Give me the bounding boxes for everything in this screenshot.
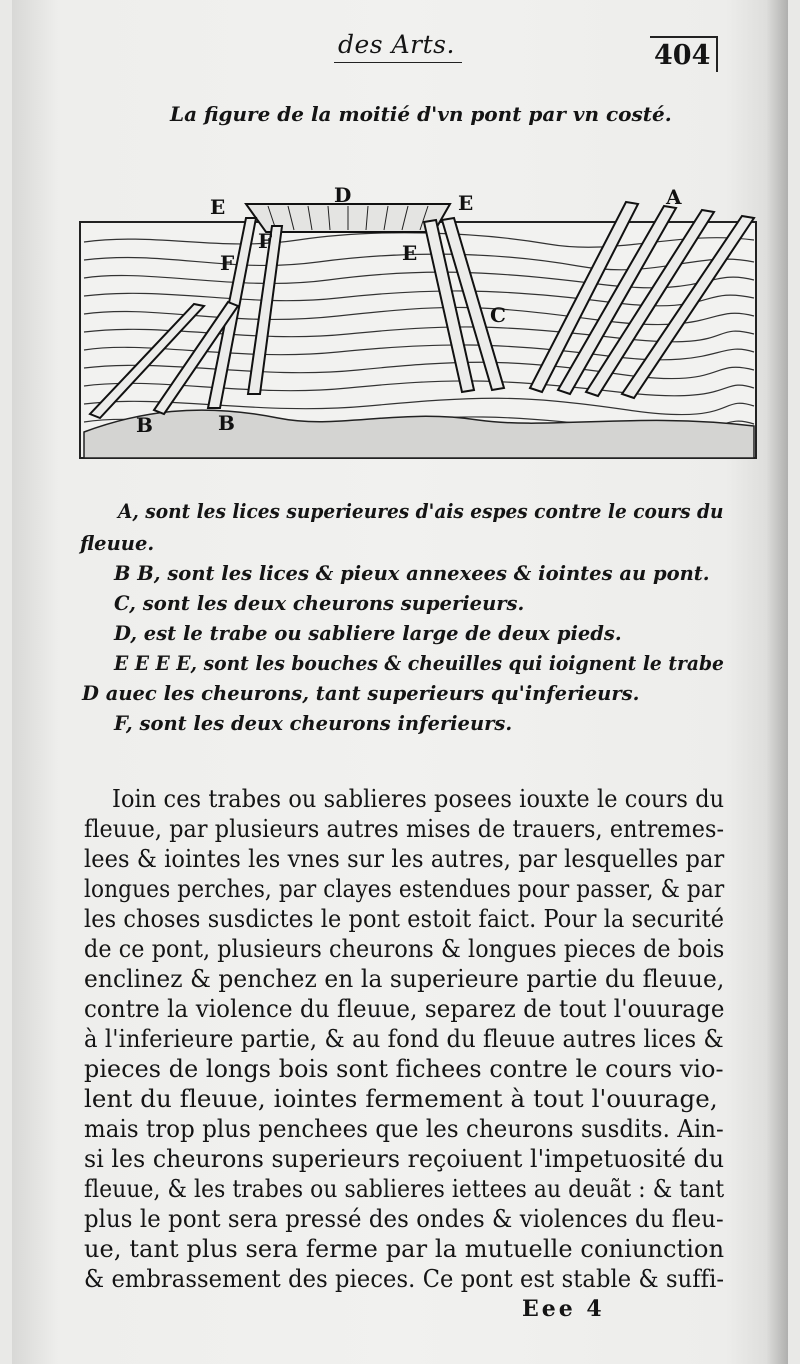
body-line: pieces de longs bois sont fichees contre le cours vio-	[84, 1054, 724, 1083]
figure-label-e1: E	[210, 195, 226, 219]
figure-label-b1: B	[136, 413, 153, 437]
legend-line: D auec les cheurons, tant superieurs qu'inferieurs.	[82, 682, 640, 705]
body-line: fleuue, & les trabes ou sablieres iettees au deuãt : & tant	[84, 1174, 725, 1203]
signature-mark: Eee 4	[522, 1296, 605, 1322]
body-line: lent du fleuue, iointes fermement à tout l'ouurage,	[84, 1084, 718, 1113]
body-line: de ce pont, plusieurs cheurons & longues pieces de bois	[84, 934, 725, 963]
legend-line: A, sont les lices superieures d'ais espes contre le cours du	[118, 500, 724, 523]
body-line: ue, tant plus sera ferme par la mutuelle coniunction	[84, 1234, 725, 1263]
figure-label-c: C	[490, 303, 506, 327]
running-head: des Arts.	[338, 30, 455, 59]
legend-line: F, sont les deux cheurons inferieurs.	[114, 712, 513, 735]
bridge-woodcut-illustration	[78, 182, 758, 464]
body-line: enclinez & penchez en la superieure partie du fleuue,	[84, 964, 725, 993]
legend-line: B B, sont les lices & pieux annexees & iointes au pont.	[114, 562, 710, 585]
body-line: & embrassement des pieces. Ce pont est stable & suffi-	[84, 1264, 725, 1293]
page-number-rule-side	[716, 36, 718, 72]
page-gutter-shadow	[766, 0, 788, 1364]
figure-label-d: D	[334, 183, 352, 207]
page-number-rule	[650, 36, 716, 38]
figure-label-f1: F	[258, 229, 273, 253]
body-line: Ioin ces trabes ou sablieres posees iouxte le cours du	[112, 784, 725, 813]
legend-line: E E E E, sont les bouches & cheuilles qui ioignent le trabe	[114, 652, 724, 675]
body-line: fleuue, par plusieurs autres mises de trauers, entremes-	[84, 814, 725, 843]
body-line: plus le pont sera pressé des ondes & violences du fleu-	[84, 1204, 724, 1233]
body-line: les choses susdictes le pont estoit faict. Pour la securité	[84, 904, 725, 933]
body-line: mais trop plus penchees que les cheurons susdits. Ain-	[84, 1114, 724, 1143]
legend-line: D, est le trabe ou sabliere large de deux pieds.	[114, 622, 622, 645]
legend-line: fleuue.	[80, 532, 155, 555]
page-number: 404	[654, 40, 711, 71]
figure-title: La figure de la moitié d'vn pont par vn costé.	[170, 102, 672, 126]
running-head-rule	[334, 62, 462, 63]
body-line: lees & iointes les vnes sur les autres, par lesquelles par	[84, 844, 725, 873]
legend-line: C, sont les deux cheurons superieurs.	[114, 592, 525, 615]
figure-label-f2: F	[220, 251, 235, 275]
figure-label-e3: E	[402, 241, 418, 265]
body-line: à l'inferieure partie, & au fond du fleuue autres lices &	[84, 1024, 724, 1053]
figure-label-e2: E	[458, 191, 474, 215]
figure-label-a: A	[666, 185, 682, 209]
body-line: contre la violence du fleuue, separez de tout l'ouurage	[84, 994, 725, 1023]
body-line: longues perches, par clayes estendues pour passer, & par	[84, 874, 725, 903]
body-line: si les cheurons superieurs reçoiuent l'impetuosité du	[84, 1144, 725, 1173]
figure-label-b2: B	[218, 411, 235, 435]
